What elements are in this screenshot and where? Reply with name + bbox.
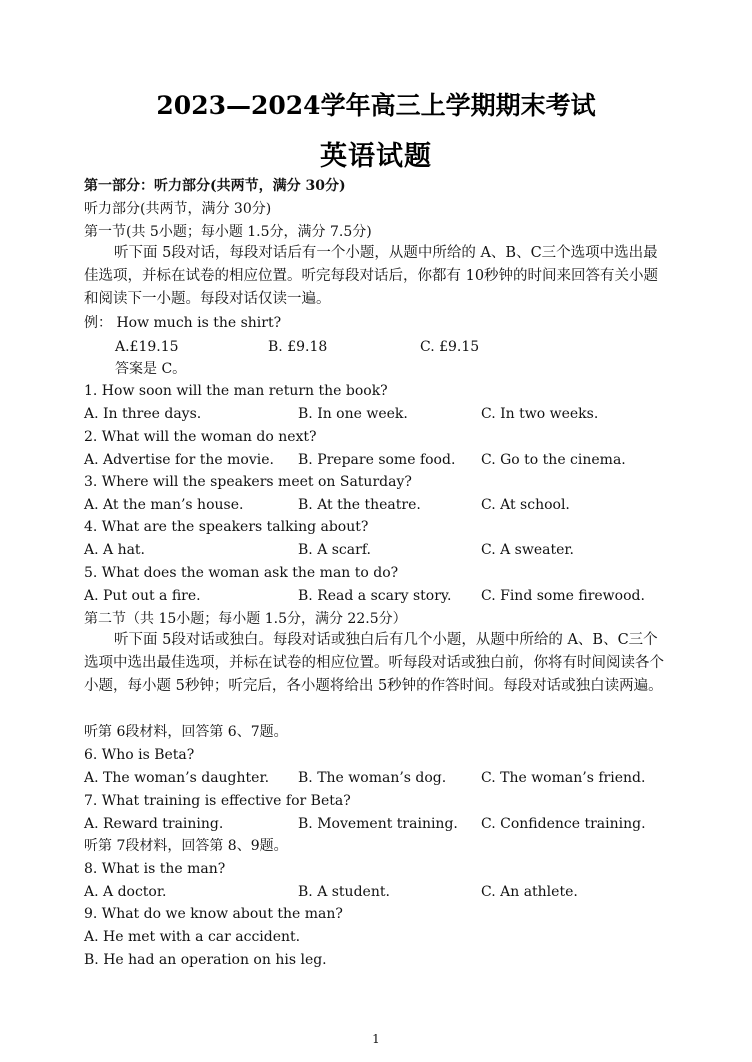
question-2-option-a: A. Advertise for the movie.: [84, 452, 274, 468]
question-7-option-a: A. Reward training.: [84, 816, 224, 832]
question-1-option-c: C. In two weeks.: [481, 406, 599, 422]
question-9-option-a: A. He met with a car accident.: [84, 929, 301, 945]
question-6: 6. Who is Beta?: [84, 747, 195, 763]
part1-repeat: 听力部分(共两节，满分 30分): [84, 201, 272, 217]
question-9: 9. What do we know about the man?: [84, 906, 343, 922]
section2-heading: 第二节（共 15小题；每小题 1.5分，满分 22.5分）: [84, 611, 407, 627]
example-option-b: B. £9.18: [268, 339, 328, 355]
question-3-option-b: B. At the theatre.: [298, 497, 421, 513]
question-4-option-a: A. A hat.: [84, 542, 146, 558]
question-6-option-b: B. The woman’s dog.: [298, 770, 447, 786]
question-4: 4. What are the speakers talking about?: [84, 519, 369, 535]
question-3: 3. Where will the speakers meet on Saturday?: [84, 474, 412, 490]
question-4-option-c: C. A sweater.: [481, 542, 574, 558]
question-7-option-b: B. Movement training.: [298, 816, 458, 832]
question-5-option-c: C. Find some firewood.: [481, 588, 645, 604]
question-4-option-b: B. A scarf.: [298, 542, 371, 558]
example-option-c: C. £9.15: [420, 339, 480, 355]
example-question: 例： How much is the shirt?: [84, 315, 282, 331]
question-5-option-a: A. Put out a fire.: [84, 588, 201, 604]
material-6-note: 听第 6段材料，回答第 6、7题。: [84, 724, 288, 740]
section1-instructions: 听下面 5段对话，每段对话后有一个小题，从题中所给的 A、B、C三个选项中选出最佳选项，并标在试卷的相应位置。听完每段对话后，你都有 10秒钟的时间来回答有关小题和阅读下一小题。每段对话仅读一遍。: [84, 245, 659, 307]
question-5: 5. What does the woman ask the man to do?: [84, 565, 399, 581]
question-8: 8. What is the man?: [84, 861, 226, 877]
question-8-option-b: B. A student.: [298, 884, 390, 900]
question-7: 7. What training is effective for Beta?: [84, 793, 351, 809]
question-3-option-a: A. At the man’s house.: [84, 497, 244, 513]
part1-heading: 第一部分：听力部分(共两节，满分 30分): [84, 178, 346, 194]
exam-title: 2023—2024学年高三上学期期末考试: [156, 91, 596, 120]
example-answer: 答案是 C。: [115, 361, 187, 377]
question-1-option-b: B. In one week.: [298, 406, 408, 422]
question-2-option-b: B. Prepare some food.: [298, 452, 456, 468]
question-3-option-c: C. At school.: [481, 497, 570, 513]
exam-subtitle: 英语试题: [320, 141, 432, 172]
material-7-note: 听第 7段材料，回答第 8、9题。: [84, 838, 288, 854]
question-1: 1. How soon will the man return the book?: [84, 383, 388, 399]
question-5-option-b: B. Read a scary story.: [298, 588, 452, 604]
question-8-option-a: A. A doctor.: [84, 884, 167, 900]
section2-instructions: 听下面 5段对话或独白。每段对话或独白后有几个小题，从题中所给的 A、B、C三个选项中选出最佳选项，并标在试卷的相应位置。听每段对话或独白前，你将有时间阅读各个小题，每小题 5秒钟；听完后，各小题将给出 5秒钟的作答时间。每段对话或独白读两遍。: [84, 632, 664, 694]
question-9-option-b: B. He had an operation on his leg.: [84, 952, 327, 968]
page-number: 1: [372, 1032, 380, 1046]
question-8-option-c: C. An athlete.: [481, 884, 578, 900]
question-2-option-c: C. Go to the cinema.: [481, 452, 626, 468]
question-6-option-a: A. The woman’s daughter.: [84, 770, 270, 786]
question-6-option-c: C. The woman’s friend.: [481, 770, 646, 786]
example-option-a: A.£19.15: [115, 339, 179, 355]
question-7-option-c: C. Confidence training.: [481, 816, 646, 832]
question-1-option-a: A. In three days.: [84, 406, 202, 422]
question-2: 2. What will the woman do next?: [84, 429, 317, 445]
section1-heading: 第一节(共 5小题；每小题 1.5分，满分 7.5分): [84, 224, 372, 240]
